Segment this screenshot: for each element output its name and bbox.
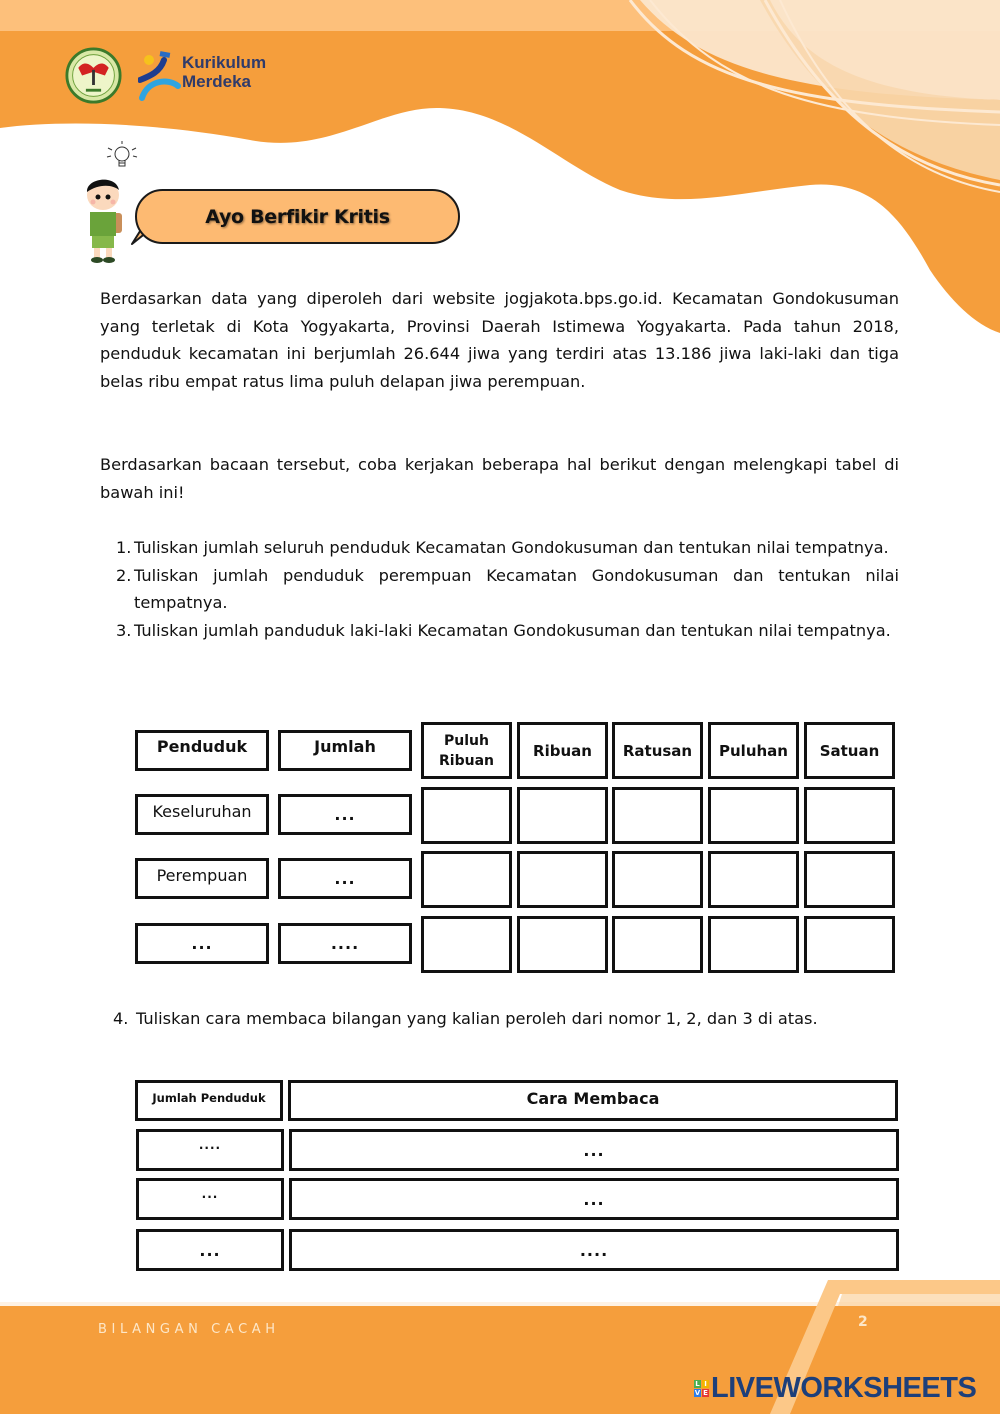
school-emblem-icon — [65, 47, 122, 104]
input-ribuan-row2[interactable] — [517, 851, 608, 908]
input-puluhan-row2[interactable] — [708, 851, 799, 908]
question-text: Tuliskan jumlah panduduk laki-laki Kecamatan Gondokusuman dan tentukan nilai tempatnya. — [134, 621, 891, 641]
input-reading-jumlah-row2[interactable]: ... — [136, 1178, 284, 1220]
question-text: Tuliskan jumlah penduduk perempuan Kecamatan Gondokusuman dan tentukan nilai tempatnya. — [134, 565, 899, 613]
input-satuan-row1[interactable] — [804, 787, 895, 844]
input-reading-cara-row2[interactable]: ... — [289, 1178, 899, 1220]
header-penduduk: Penduduk — [135, 730, 269, 771]
question-number: 4. — [113, 1009, 129, 1028]
input-satuan-row3[interactable] — [804, 916, 895, 973]
input-satuan-row2[interactable] — [804, 851, 895, 908]
cell-penduduk-row2: Perempuan — [135, 858, 269, 899]
question-2 — [116, 562, 899, 617]
question-1 — [116, 534, 899, 562]
question-text: Tuliskan jumlah seluruh penduduk Kecamatan Gondokusuman dan tentukan nilai tempatnya. — [134, 538, 889, 557]
header-cara-membaca: Cara Membaca — [288, 1080, 898, 1121]
header-jumlah: Jumlah — [278, 730, 412, 771]
input-reading-cara-row1[interactable]: ... — [289, 1129, 899, 1171]
input-ratusan-row3[interactable] — [612, 916, 703, 973]
brand-line-1: Kurikulum — [182, 53, 267, 72]
question-list — [116, 534, 899, 645]
section-title: Ayo Berfikir Kritis — [205, 205, 390, 228]
intro-paragraph-1: Berdasarkan data yang diperoleh dari website jogjakota.bps.go.id. Kecamatan Gondokusuman yang terletak di Kota Yogyakarta, Provinsi Daerah Istimewa Yogyakarta. Pada tahun 2018, penduduk kecamatan ini berjumlah 26.644 jiwa yang terdiri atas 13.186 jiwa laki-laki dan tiga belas ribu empat ratus lima puluh delapan jiwa perempuan. — [100, 289, 899, 392]
student-with-lightbulb-icon — [78, 140, 144, 268]
footer-chapter-title: BILANGAN CACAH — [98, 1322, 280, 1337]
question-number: 1. — [116, 538, 132, 557]
header-jumlah-penduduk: Jumlah Penduduk — [135, 1080, 283, 1121]
liveworksheets-wordmark: LIVEWORKSHEETS — [711, 1372, 977, 1404]
question-number: 2. — [116, 565, 132, 585]
input-penduduk-row3[interactable]: ... — [135, 923, 269, 964]
input-ratusan-row1[interactable] — [612, 787, 703, 844]
liveworksheets-watermark — [694, 1373, 976, 1403]
header-ribuan: Ribuan — [517, 722, 608, 779]
question-3 — [116, 617, 899, 645]
header-ratusan: Ratusan — [612, 722, 703, 779]
input-puluh-ribuan-row2[interactable] — [421, 851, 512, 908]
input-jumlah-row3[interactable]: .... — [278, 923, 412, 964]
question-number: 3. — [116, 621, 132, 641]
input-puluh-ribuan-row3[interactable] — [421, 916, 512, 973]
input-reading-jumlah-row1[interactable]: .... — [136, 1129, 284, 1171]
input-jumlah-row1[interactable]: ... — [278, 794, 412, 835]
input-puluh-ribuan-row1[interactable] — [421, 787, 512, 844]
header-puluhan: Puluhan — [708, 722, 799, 779]
kurikulum-merdeka-logo-icon — [138, 50, 186, 102]
header-satuan: Satuan — [804, 722, 895, 779]
input-reading-cara-row3[interactable]: .... — [289, 1229, 899, 1271]
input-jumlah-row2[interactable]: ... — [278, 858, 412, 899]
input-ribuan-row1[interactable] — [517, 787, 608, 844]
section-title-bubble — [135, 189, 460, 244]
kurikulum-merdeka-wordmark — [182, 53, 266, 91]
input-ribuan-row3[interactable] — [517, 916, 608, 973]
question-text: Tuliskan cara membaca bilangan yang kalian peroleh dari nomor 1, 2, dan 3 di atas. — [136, 1009, 818, 1028]
input-puluhan-row3[interactable] — [708, 916, 799, 973]
liveworksheets-badge-icon: L I V E — [694, 1379, 708, 1397]
input-reading-jumlah-row3[interactable]: ... — [136, 1229, 284, 1271]
intro-paragraph-2: Berdasarkan bacaan tersebut, coba kerjakan beberapa hal berikut dengan melengkapi tabel di bawah ini! — [100, 455, 899, 502]
input-puluhan-row1[interactable] — [708, 787, 799, 844]
cell-penduduk-row1: Keseluruhan — [135, 794, 269, 835]
question-4 — [113, 1005, 873, 1033]
brand-line-2: Merdeka — [182, 72, 251, 91]
page-number: 2 — [858, 1314, 868, 1330]
header-puluh-ribuan: Puluh Ribuan — [421, 722, 512, 779]
input-ratusan-row2[interactable] — [612, 851, 703, 908]
